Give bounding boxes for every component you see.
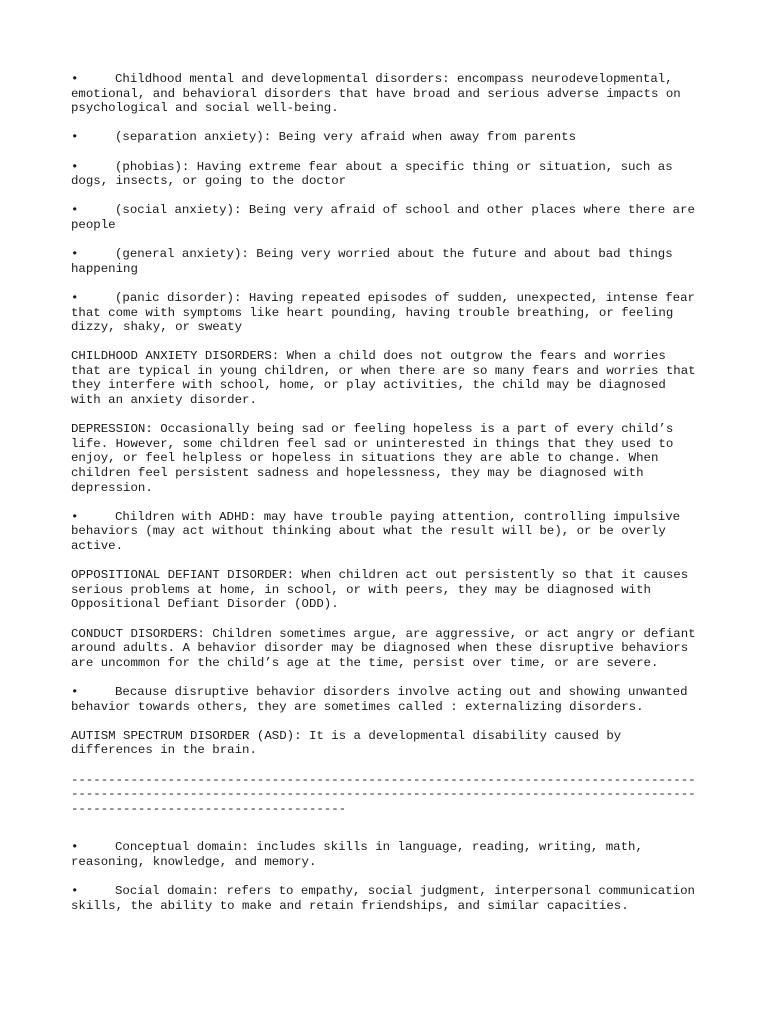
document-body (71, 72, 704, 928)
paragraph-text: (general anxiety): Being very worried about the future and about bad things happening (71, 247, 681, 276)
bullet-icon: • (71, 203, 79, 218)
paragraph-text: (panic disorder): Having repeated episodes of sudden, unexpected, intense fear that come with symptoms like heart pounding, having trouble breathing, or feeling dizzy, shaky, or sweaty (71, 290, 703, 335)
paragraph-text: AUTISM SPECTRUM DISORDER (ASD): It is a developmental disability caused by differences in the brain. (71, 728, 629, 758)
paragraph-text: CONDUCT DISORDERS: Children sometimes argue, are aggressive, or act angry or defiant around adults. A behavior disorder may be diagnosed when these disruptive behaviors are uncommon for the child’s age at the time, persist over time, or are severe. (71, 626, 704, 670)
bullet-icon: • (71, 509, 79, 524)
paragraph-text: (separation anxiety): Being very afraid when away from parents (115, 130, 577, 145)
bullet-paragraph (71, 510, 701, 554)
paragraph-text: Childhood mental and developmental disorders: encompass neurodevelopmental, emotional, and behavioral disorders that have broad and serious adverse impacts on psychological and social well-being. (71, 72, 689, 116)
bullet-paragraph (71, 72, 701, 116)
bullet-paragraph (71, 203, 701, 232)
heading-paragraph (71, 349, 704, 408)
bullet-icon: • (71, 684, 79, 699)
bullet-paragraph (71, 130, 701, 145)
paragraph-text: Because disruptive behavior disorders involve acting out and showing unwanted behavior towards others, they are sometimes called : externalizing disorders. (71, 684, 695, 714)
dashed-divider: ------------------------------------------------------------------------------------------------------------------------------------------------------------------------------------------------------------- (71, 772, 696, 816)
paragraph-text: Children with ADHD: may have trouble paying attention, controlling impulsive behaviors (may act without thinking about what the result will be), or be overly active. (71, 509, 688, 553)
bullet-icon: • (71, 884, 79, 899)
bullet-icon: • (71, 72, 79, 86)
paragraph-text: OPPOSITIONAL DEFIANT DISORDER: When children act out persistently so that it causes serious problems at home, in school, or with peers, they may be diagnosed with Oppositional Defiant Disorder (ODD). (71, 568, 696, 612)
bullet-paragraph (71, 884, 701, 913)
heading-paragraph (71, 626, 704, 671)
bullet-icon: • (71, 130, 79, 145)
bullet-icon: • (71, 159, 79, 174)
bullet-paragraph (71, 247, 701, 276)
heading-paragraph (71, 729, 701, 758)
paragraph-text: Social domain: refers to empathy, social judgment, interpersonal communication skills, the ability to make and retain friendships, and similar capacities. (71, 884, 703, 913)
bullet-paragraph (71, 160, 701, 189)
bullet-paragraph (71, 291, 701, 335)
bullet-icon: • (71, 840, 79, 855)
paragraph-text: Conceptual domain: includes skills in language, reading, writing, math, reasoning, knowledge, and memory. (71, 840, 651, 869)
heading-paragraph (71, 568, 701, 612)
paragraph-text: (social anxiety): Being very afraid of school and other places where there are people (71, 203, 703, 232)
bullet-icon: • (71, 290, 79, 305)
heading-paragraph (71, 422, 701, 495)
bullet-paragraph (71, 685, 701, 714)
paragraph-text: (phobias): Having extreme fear about a specific thing or situation, such as dogs, insects, or going to the doctor (71, 159, 681, 189)
bullet-paragraph (71, 840, 701, 869)
paragraph-text: CHILDHOOD ANXIETY DISORDERS: When a child does not outgrow the fears and worries that are typical in young children, or when there are so many fears and worries that they interfere with school, home, or play activities, the child may be diagnosed with an anxiety disorder. (71, 349, 704, 408)
bullet-icon: • (71, 247, 79, 262)
paragraph-text: DEPRESSION: Occasionally being sad or feeling hopeless is a part of every child’s life. However, some children feel sad or uninterested in things that they used to enjoy, or feel helpless or hopeless in situations they are able to change. When children feel persistent sadness and hopelessness, they may be diagnosed with depression. (71, 422, 681, 495)
